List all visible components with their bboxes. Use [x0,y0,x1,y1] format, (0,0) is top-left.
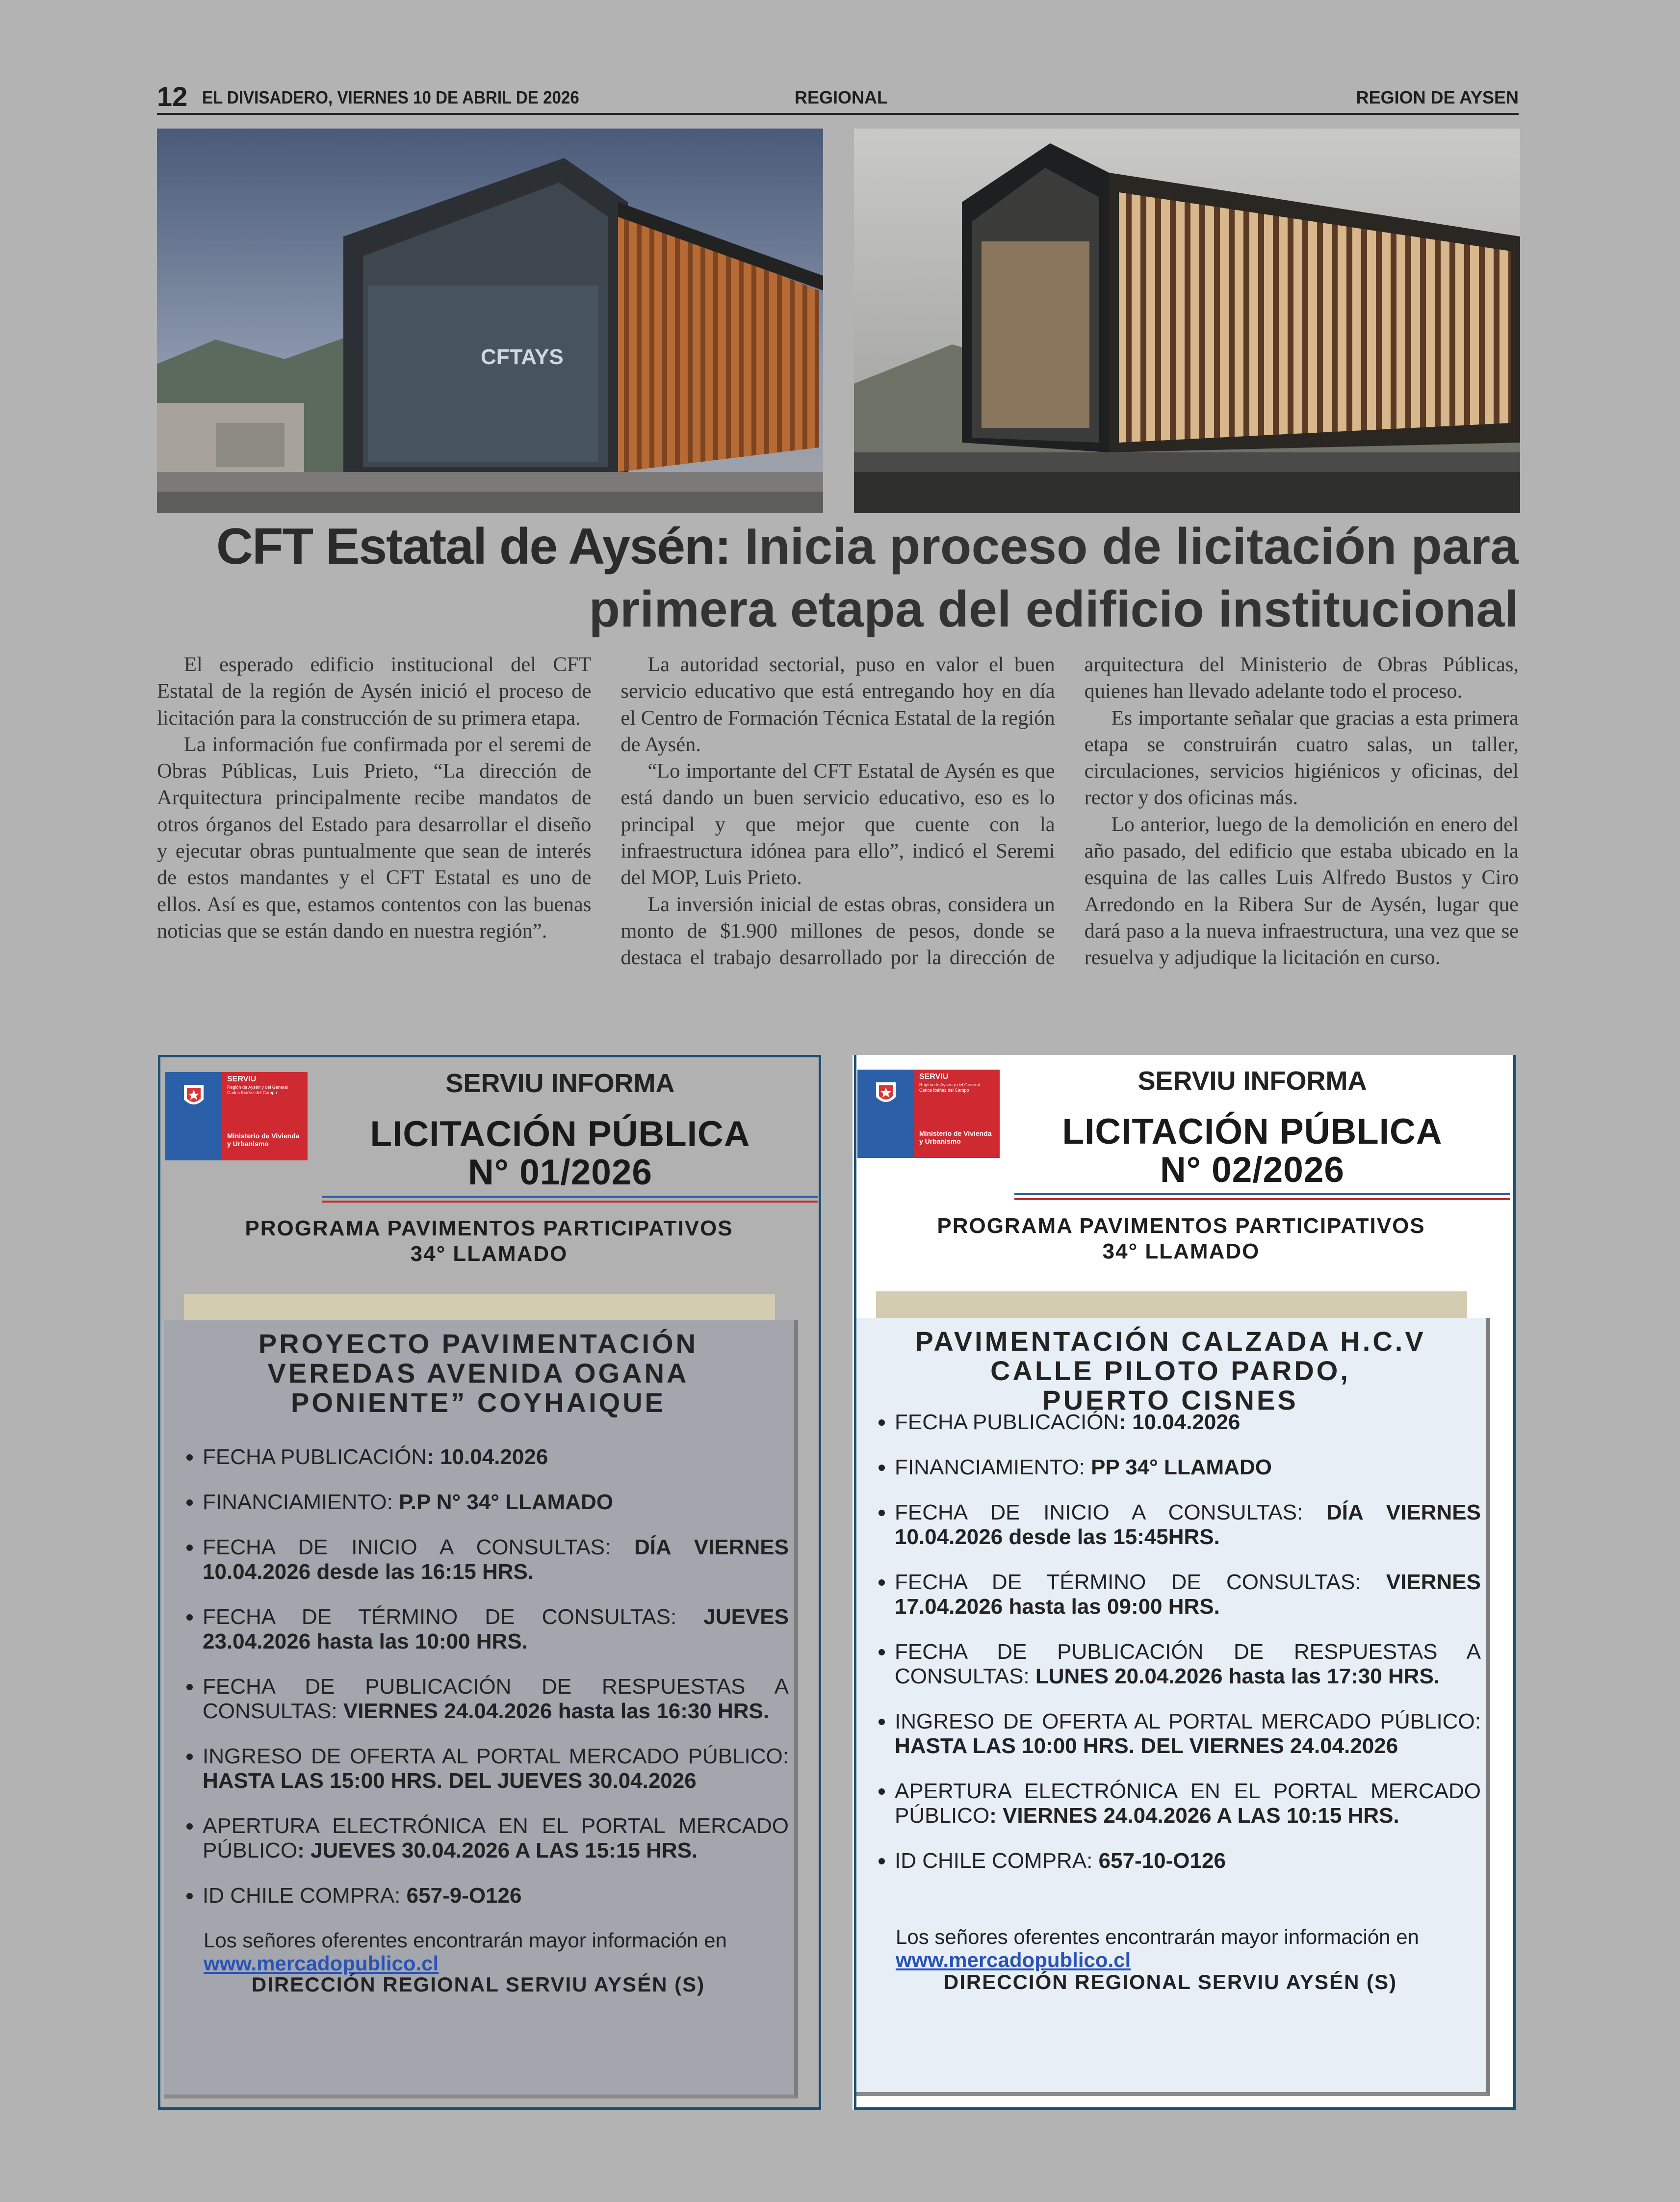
detail-item: • FECHA DE INICIO A CONSULTAS: DÍA VIERNES 10.04.2026 desde las 15:45HRS. [895,1500,1481,1549]
headline-line-1: Inicia proceso de licitación para [745,518,1519,575]
article-paragraph: Es importante señalar que gracias a esta primera etapa se construirán cuatro salas, un taller, circulaciones, servicios higiénicos y oficinas, del rector y dos oficinas más. [1084,706,1519,810]
serviu-ad-02 [853,1055,1516,2110]
detail-item: • FECHA DE TÉRMINO DE CONSULTAS: VIERNES 17.04.2026 hasta las 09:00 HRS. [895,1570,1481,1619]
project-title-line: CALLE PILOTO PARDO, [990,1355,1350,1386]
title-rule-red [322,1201,818,1203]
detail-item: • FECHA DE TÉRMINO DE CONSULTAS: JUEVES 23.04.2026 hasta las 10:00 HRS. [203,1605,789,1654]
headline-line-2: primera etapa del edificio institucional [589,581,1519,638]
logo-serviu-text: SERVIU [919,1073,949,1081]
ad-title [1014,1113,1490,1189]
project-title-line: PUERTO CISNES [1042,1385,1298,1416]
detail-item: • FINANCIAMIENTO: PP 34° LLAMADO [895,1455,1481,1480]
program-name [180,1216,798,1267]
ad-title-line-1: LICITACIÓN PÚBLICA [1062,1112,1443,1152]
ad-details-list [870,1410,1481,1894]
detail-item: • FECHA PUBLICACIÓN: 10.04.2026 [895,1410,1481,1435]
section-name: REGIONAL [795,87,888,107]
building-render-photo-2 [854,129,1520,513]
ad-title-number: N° 02/2026 [1160,1150,1345,1190]
article-paragraph: La autoridad sectorial, puso en valor el buen servicio educativo que está entregando hoy en día el Centro de Formación Técnica Estatal de la región de Aysén. [620,653,1055,756]
project-title-line: PROYECTO PAVIMENTACIÓN [258,1328,698,1359]
chile-coat-of-arms-icon [862,1079,909,1109]
detail-item: • INGRESO DE OFERTA AL PORTAL MERCADO PÚBLICO: HASTA LAS 10:00 HRS. DEL VIERNES 24.04.2026 [895,1709,1481,1758]
page-header [157,79,1519,115]
page-number: 12 [157,81,188,112]
detail-item: • ID CHILE COMPRA: 657-10-O126 [895,1849,1481,1873]
svg-text:CFTAYS: CFTAYS [481,345,564,369]
detail-item: • APERTURA ELECTRÓNICA EN EL PORTAL MERCADO PÚBLICO: JUEVES 30.04.2026 A LAS 15:15 HRS. [203,1814,789,1863]
logo-ministry-text: Ministerio de Vivienda y Urbanismo [227,1132,300,1148]
building-render-image [157,129,823,513]
logo-serviu-text: SERVIU [227,1075,257,1083]
project-title [194,1329,763,1417]
more-info-text: Los señores oferentes encontrarán mayor información en www.mercadopublico.cl [204,1929,727,1975]
building-render-image [854,129,1520,513]
article-paragraph: Lo anterior, luego de la demolición en enero del año pasado, del edificio que estaba ubicado en la esquina de las calles Luis Alfredo Bustos y Ciro Arredondo en la Ribera Sur de Aysén, lugar que dará paso a la nueva infraestructura, una vez que se resuelva y adjudique la licitación en curso. [1084,813,1519,970]
ad-kicker: SERVIU INFORMA [1137,1066,1367,1096]
project-title-line: VEREDAS AVENIDA OGANA [267,1358,689,1389]
ministry-logo [165,1072,308,1160]
article-body [157,652,1519,1005]
article-paragraph: La inversión inicial de estas obras, considera un monto de $1.900 millones de pesos, donde se destaca el trabajo desarrollado por la dirección de arquitectura del Ministerio de Obras Públicas, quienes han llevado adelante todo el proceso. [620,653,1519,970]
detail-item: • APERTURA ELECTRÓNICA EN EL PORTAL MERCADO PÚBLICO: VIERNES 24.04.2026 A LAS 10:15 HRS. [895,1779,1481,1828]
article-paragraph: La información fue confirmada por el seremi de Obras Públicas, Luis Prieto, “La dirección de Arquitectura principalmente recibe mandatos de otros órganos del Estado para desarrollar el diseño y ejecutar obras puntualmente que sean de interés de estos mandantes y el CFT Estatal es uno de ellos. Así es que, estamos contentos con las buenas noticias que se están dando en nuestra región”. [157,733,592,943]
mercadopublico-link[interactable]: www.mercadopublico.cl [204,1952,439,1975]
title-rule-red [1014,1198,1510,1200]
detail-item: • FECHA DE PUBLICACIÓN DE RESPUESTAS A CONSULTAS: VIERNES 24.04.2026 hasta las 16:30 HRS. [203,1675,789,1724]
ad-details-panel [856,1318,1490,2096]
article-headline [157,515,1519,641]
serviu-ad-01 [158,1055,821,2110]
headline-lead: CFT Estatal de Aysén: [216,518,731,575]
detail-item: • FECHA PUBLICACIÓN: 10.04.2026 [203,1445,789,1469]
program-line-2: 34° LLAMADO [1102,1239,1260,1263]
building-render-photo-1 [157,129,823,513]
region-name: REGION DE AYSEN [1356,87,1519,107]
ad-kicker: SERVIU INFORMA [445,1069,675,1098]
chile-coat-of-arms-icon [170,1082,217,1111]
program-line-1: PROGRAMA PAVIMENTOS PARTICIPATIVOS [245,1216,733,1240]
project-title-line: PONIENTE” COYHAIQUE [291,1387,666,1418]
article-paragraph: El esperado edificio institucional del CFT Estatal de la región de Aysén inició el proceso de licitación para la construcción de su primera etapa. [157,653,592,730]
ad-title-number: N° 01/2026 [467,1153,653,1192]
logo-region-text: Región de Aysén y del General Carlos Ibáñez del Campo [919,1082,980,1093]
program-name [872,1213,1490,1264]
title-rule-blue [1014,1193,1510,1195]
detail-item: • FECHA DE PUBLICACIÓN DE RESPUESTAS A CONSULTAS: LUNES 20.04.2026 hasta las 17:30 HRS. [895,1640,1481,1689]
ad-signature: DIRECCIÓN REGIONAL SERVIU AYSÉN (S) [251,1973,705,1996]
logo-region-text: Región de Aysén y del General Carlos Ibáñez del Campo [227,1085,288,1095]
logo-ministry-text: Ministerio de Vivienda y Urbanismo [919,1129,992,1145]
program-line-2: 34° LLAMADO [410,1242,568,1266]
article-paragraph: “Lo importante del CFT Estatal de Aysén es que está dando un buen servicio educativo, eso es lo principal y que mejor que cuente con la infraestructura idónea para ello”, indicó el Seremi del MOP, Luis Prieto. [620,760,1055,890]
ad-details-list [178,1445,789,1929]
ad-signature: DIRECCIÓN REGIONAL SERVIU AYSÉN (S) [943,1970,1397,1993]
publication-date: EL DIVISADERO, VIERNES 10 DE ABRIL DE 2026 [202,87,579,107]
title-rule-blue [322,1196,818,1198]
detail-item: • FECHA DE INICIO A CONSULTAS: DÍA VIERNES 10.04.2026 desde las 16:15 HRS. [203,1535,789,1584]
detail-item: • INGRESO DE OFERTA AL PORTAL MERCADO PÚBLICO: HASTA LAS 15:00 HRS. DEL JUEVES 30.04.2026 [203,1744,789,1793]
ad-title-line-1: LICITACIÓN PÚBLICA [370,1114,750,1154]
ministry-logo [857,1070,1000,1158]
program-line-1: PROGRAMA PAVIMENTOS PARTICIPATIVOS [937,1214,1425,1238]
more-info-text: Los señores oferentes encontrarán mayor información en www.mercadopublico.cl [896,1925,1419,1971]
project-title [886,1327,1455,1415]
detail-item: • FINANCIAMIENTO: P.P N° 34° LLAMADO [203,1490,789,1515]
ad-title [322,1115,798,1192]
mercadopublico-link[interactable]: www.mercadopublico.cl [896,1948,1131,1971]
detail-item: • ID CHILE COMPRA: 657-9-O126 [203,1884,789,1908]
project-title-line: PAVIMENTACIÓN CALZADA H.C.V [915,1326,1426,1357]
ad-details-panel [164,1320,798,2098]
